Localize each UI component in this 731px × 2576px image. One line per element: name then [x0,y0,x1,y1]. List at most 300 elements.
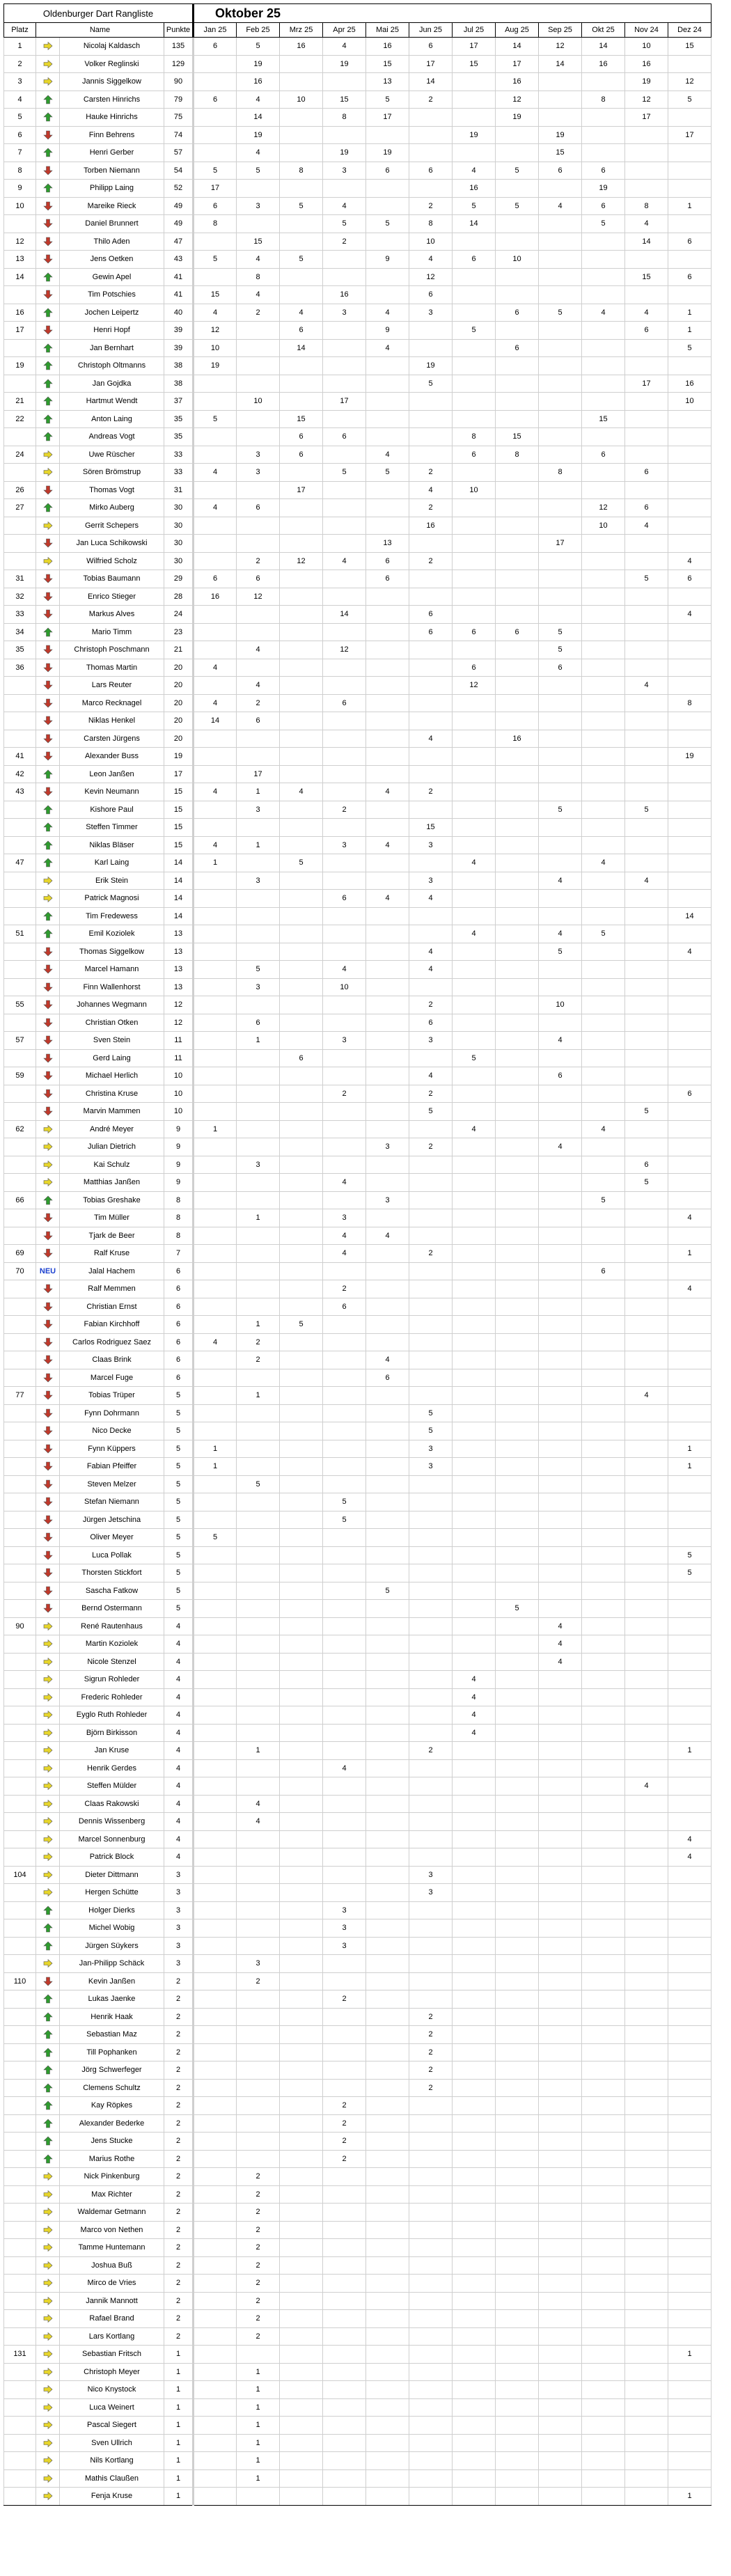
month-score-cell [625,2026,668,2044]
month-score-cell [496,2417,539,2435]
month-score-cell [194,2417,237,2435]
month-score-cell: 10 [323,978,366,996]
month-score-cell: 6 [366,570,409,588]
month-score-cell [539,1280,582,1298]
month-score-cell [625,2381,668,2399]
month-score-cell: 12 [582,499,625,517]
month-score-cell [496,2292,539,2310]
header-month: Jan 25 [194,23,237,38]
month-score-cell [409,1333,453,1351]
month-score-cell [496,1777,539,1796]
trend-cell [36,1067,60,1085]
trend-cell [36,55,60,73]
month-score-cell [453,1848,496,1867]
rank-cell: 69 [4,1245,36,1263]
table-row [4,1742,712,1760]
month-score-cell [453,1458,496,1476]
trend-cell [36,1901,60,1919]
player-name: Sebastian Fritsch [60,2346,164,2364]
month-score-cell [625,1085,668,1103]
player-name: Thomas Martin [60,659,164,677]
month-score-cell [323,1067,366,1085]
month-score-cell [582,783,625,801]
trend-cell [36,2061,60,2080]
month-score-cell [582,2488,625,2506]
points-cell: 40 [164,304,194,322]
player-name: Nick Pinkenburg [60,2168,164,2186]
month-score-cell [453,1387,496,1405]
month-score-cell: 4 [237,677,280,695]
month-score-cell [409,2185,453,2204]
table-row [4,1369,712,1387]
month-score-cell: 5 [366,215,409,233]
month-score-cell [582,1617,625,1635]
rank-cell [4,517,36,535]
rank-cell [4,1138,36,1156]
month-score-cell [496,2256,539,2275]
month-score-cell [453,907,496,925]
arrow-down-icon [43,752,53,760]
month-score-cell [280,1635,323,1654]
month-score-cell [539,1866,582,1884]
month-score-cell [409,2204,453,2222]
month-score-cell: 2 [409,783,453,801]
month-score-cell [496,1404,539,1422]
month-score-cell [366,2008,409,2026]
month-score-cell [582,1937,625,1955]
points-cell: 20 [164,730,194,748]
month-score-cell [366,1795,409,1813]
month-score-cell: 4 [582,304,625,322]
month-score-cell [496,1919,539,1938]
month-score-cell [539,2434,582,2452]
month-score-cell [409,1582,453,1600]
month-score-cell [668,1138,712,1156]
month-score-cell [194,748,237,766]
month-score-cell [194,1014,237,1032]
arrow-down-icon [43,1480,53,1489]
month-score-cell [582,2292,625,2310]
month-score-cell [625,251,668,269]
points-cell: 5 [164,1387,194,1405]
month-score-cell [409,1919,453,1938]
month-score-cell: 6 [625,499,668,517]
month-score-cell [582,339,625,357]
month-score-cell [582,1813,625,1831]
month-score-cell [237,481,280,499]
points-cell: 17 [164,765,194,783]
month-score-cell [323,1955,366,1973]
month-score-cell [194,1511,237,1529]
rank-cell [4,2133,36,2151]
month-score-cell [582,2434,625,2452]
rank-cell: 3 [4,73,36,91]
month-score-cell [496,1493,539,1511]
month-score-cell: 5 [496,1600,539,1618]
rank-cell [4,1404,36,1422]
month-score-cell [409,1955,453,1973]
month-score-cell [453,233,496,251]
month-score-cell [409,1262,453,1280]
month-score-cell [496,712,539,730]
month-score-cell [237,1120,280,1138]
month-score-cell [323,73,366,91]
points-cell: 5 [164,1493,194,1511]
month-score-cell: 16 [496,730,539,748]
trend-cell [36,1493,60,1511]
table-row [4,1937,712,1955]
month-score-cell: 5 [366,464,409,482]
month-score-cell [625,836,668,854]
month-score-cell [453,1138,496,1156]
month-score-cell [280,1493,323,1511]
month-score-cell [280,126,323,144]
month-score-cell [453,2239,496,2257]
month-score-cell: 14 [323,606,366,624]
month-score-cell: 5 [496,197,539,215]
rank-cell [4,2097,36,2115]
table-row [4,712,712,730]
month-score-cell [280,1671,323,1689]
rank-cell [4,819,36,837]
trend-cell [36,1617,60,1635]
month-score-cell [582,641,625,659]
rank-cell [4,730,36,748]
month-score-cell [453,1209,496,1227]
month-score-cell: 8 [323,109,366,127]
arrow-down-icon [43,1107,53,1115]
month-score-cell [539,1777,582,1796]
month-score-cell: 15 [280,410,323,428]
table-row [4,410,712,428]
month-score-cell [323,1138,366,1156]
month-score-cell [366,1085,409,1103]
month-score-cell: 6 [366,162,409,180]
trend-cell [36,2256,60,2275]
month-score-cell [237,1546,280,1564]
month-score-cell: 2 [323,2133,366,2151]
trend-cell [36,2398,60,2417]
points-cell: 135 [164,38,194,56]
month-score-cell [539,2346,582,2364]
month-score-cell [280,2079,323,2097]
month-score-cell: 19 [409,357,453,375]
rank-cell [4,2150,36,2168]
trend-cell [36,2150,60,2168]
month-score-cell [409,1600,453,1618]
rank-cell [4,2310,36,2328]
month-score-cell [582,393,625,411]
month-score-cell [323,2204,366,2222]
month-score-cell [409,2469,453,2488]
arrow-down-icon [43,1071,53,1080]
month-score-cell [668,819,712,837]
table-row [4,1404,712,1422]
month-score-cell [366,623,409,641]
rank-cell [4,1511,36,1529]
month-score-cell [625,1600,668,1618]
month-score-cell [453,1830,496,1848]
month-score-cell: 5 [409,1103,453,1121]
table-row [4,2008,712,2026]
month-score-cell [237,428,280,446]
player-name: Tjark de Beer [60,1227,164,1245]
month-score-cell [366,2363,409,2381]
trend-cell [36,410,60,428]
month-score-cell [496,1280,539,1298]
rank-cell: 2 [4,55,36,73]
player-name: Sigrun Rohleder [60,1671,164,1689]
month-score-cell [453,1884,496,1902]
month-score-cell [582,1653,625,1671]
month-score-cell [539,2239,582,2257]
month-score-cell [539,1103,582,1121]
player-name: Nils Kortlang [60,2452,164,2470]
month-score-cell [237,854,280,872]
table-row [4,375,712,393]
month-score-cell [453,1955,496,1973]
rank-cell: 22 [4,410,36,428]
arrow-right-icon [43,1178,53,1186]
month-score-cell [366,233,409,251]
rank-cell: 7 [4,144,36,162]
month-score-cell [366,996,409,1014]
month-score-cell [323,2452,366,2470]
player-name: Kevin Neumann [60,783,164,801]
player-name: Christina Kruse [60,1085,164,1103]
month-score-cell [582,73,625,91]
month-score-cell [409,126,453,144]
month-score-cell [366,961,409,979]
player-name: André Meyer [60,1120,164,1138]
month-score-cell [625,748,668,766]
month-score-cell [582,2363,625,2381]
month-score-cell [323,2221,366,2239]
month-score-cell [625,1049,668,1067]
month-score-cell: 10 [453,481,496,499]
points-cell: 15 [164,801,194,819]
month-score-cell: 4 [539,872,582,890]
table-row [4,499,712,517]
month-score-cell [453,286,496,304]
arrow-up-icon [43,432,53,441]
month-score-cell [194,641,237,659]
month-score-cell: 3 [323,1919,366,1938]
month-score-cell [366,2114,409,2133]
month-score-cell: 8 [453,428,496,446]
month-score-cell [323,1120,366,1138]
points-cell: 3 [164,1937,194,1955]
month-score-cell [323,1688,366,1706]
month-score-cell [323,2275,366,2293]
month-score-cell [453,819,496,837]
month-score-cell [496,1475,539,1493]
month-score-cell [453,1351,496,1369]
month-score-cell [453,1759,496,1777]
month-score-cell: 10 [625,38,668,56]
month-score-cell [582,428,625,446]
player-name: Mareike Rieck [60,197,164,215]
arrow-down-icon [43,1391,53,1399]
month-score-cell [323,1440,366,1458]
rank-cell: 51 [4,925,36,943]
month-score-cell [194,55,237,73]
month-score-cell [625,2292,668,2310]
month-score-cell [496,2150,539,2168]
month-score-cell [496,659,539,677]
month-score-cell [280,1280,323,1298]
points-cell: 4 [164,1777,194,1796]
rank-cell [4,2292,36,2310]
player-name: Dieter Dittmann [60,1866,164,1884]
rank-cell: 66 [4,1191,36,1209]
month-score-cell: 2 [409,1138,453,1156]
points-cell: 2 [164,2079,194,2097]
month-score-cell [453,2133,496,2151]
month-score-cell [539,606,582,624]
month-score-cell [539,1972,582,1990]
trend-cell [36,1440,60,1458]
month-score-cell [582,1174,625,1192]
month-score-cell [496,322,539,340]
month-score-cell [668,854,712,872]
rank-cell [4,2008,36,2026]
month-score-cell [280,1404,323,1422]
arrow-right-icon [43,2261,53,2270]
month-score-cell [582,1440,625,1458]
month-score-cell [409,925,453,943]
table-row [4,1688,712,1706]
month-score-cell [582,1085,625,1103]
rank-cell [4,1955,36,1973]
month-score-cell [668,1600,712,1618]
month-score-cell: 1 [668,1440,712,1458]
month-score-cell [366,925,409,943]
month-score-cell: 17 [194,180,237,198]
month-score-cell: 5 [194,1529,237,1547]
month-score-cell [409,410,453,428]
trend-cell [36,1600,60,1618]
month-score-cell [668,2114,712,2133]
month-score-cell [366,1617,409,1635]
month-score-cell [668,623,712,641]
month-score-cell [539,268,582,286]
month-score-cell: 12 [409,268,453,286]
month-score-cell: 4 [323,1227,366,1245]
month-score-cell [323,1529,366,1547]
trend-cell [36,748,60,766]
month-score-cell [625,961,668,979]
trend-cell [36,1795,60,1813]
month-score-cell [496,1209,539,1227]
points-cell: 35 [164,410,194,428]
month-score-cell [323,2310,366,2328]
month-score-cell [280,2133,323,2151]
month-score-cell: 2 [409,499,453,517]
points-cell: 1 [164,2346,194,2364]
month-score-cell [453,1174,496,1192]
player-name: Fenja Kruse [60,2488,164,2506]
rank-cell [4,1742,36,1760]
table-row [4,2133,712,2151]
month-score-cell [582,2133,625,2151]
trend-cell [36,1245,60,1263]
month-score-cell [323,2026,366,2044]
table-row [4,2150,712,2168]
month-score-cell [237,1440,280,1458]
table-row [4,2061,712,2080]
trend-cell [36,1937,60,1955]
month-score-cell [496,748,539,766]
month-score-cell: 6 [409,286,453,304]
points-cell: 30 [164,535,194,553]
month-score-cell [280,1742,323,1760]
month-score-cell [366,2097,409,2115]
points-cell: 57 [164,144,194,162]
table-row [4,251,712,269]
month-score-cell [280,1103,323,1121]
month-score-cell: 1 [237,783,280,801]
trend-cell [36,1564,60,1582]
rank-cell [4,2363,36,2381]
month-score-cell [496,1706,539,1725]
month-score-cell [453,1919,496,1938]
month-score-cell [280,1351,323,1369]
month-score-cell [668,410,712,428]
month-score-cell [496,1866,539,1884]
month-score-cell: 10 [194,339,237,357]
month-score-cell [237,2150,280,2168]
month-score-cell [453,2185,496,2204]
rank-cell [4,694,36,712]
month-score-cell [539,2008,582,2026]
month-score-cell: 4 [539,1032,582,1050]
month-score-cell [539,2043,582,2061]
points-cell: 4 [164,1742,194,1760]
month-score-cell [582,481,625,499]
month-score-cell [668,872,712,890]
month-score-cell [237,1617,280,1635]
table-row [4,2256,712,2275]
month-score-cell [409,1830,453,1848]
month-score-cell [323,1582,366,1600]
month-score-cell [668,1795,712,1813]
month-score-cell [539,339,582,357]
rank-cell [4,872,36,890]
month-score-cell: 6 [409,162,453,180]
month-score-cell [496,393,539,411]
player-name: Jan Luca Schikowski [60,535,164,553]
month-score-cell: 14 [539,55,582,73]
month-score-cell [237,2488,280,2506]
month-score-cell: 4 [280,783,323,801]
month-score-cell [539,410,582,428]
month-score-cell [668,712,712,730]
month-score-cell [668,1724,712,1742]
month-score-cell [280,1955,323,1973]
month-score-cell [453,464,496,482]
month-score-cell: 16 [280,38,323,56]
month-score-cell [323,677,366,695]
month-score-cell [194,2434,237,2452]
month-score-cell [539,552,582,570]
month-score-cell: 2 [237,2275,280,2293]
month-score-cell [194,2469,237,2488]
month-score-cell [582,2239,625,2257]
month-score-cell: 4 [668,1280,712,1298]
arrow-right-icon [43,2474,53,2483]
points-cell: 2 [164,2256,194,2275]
